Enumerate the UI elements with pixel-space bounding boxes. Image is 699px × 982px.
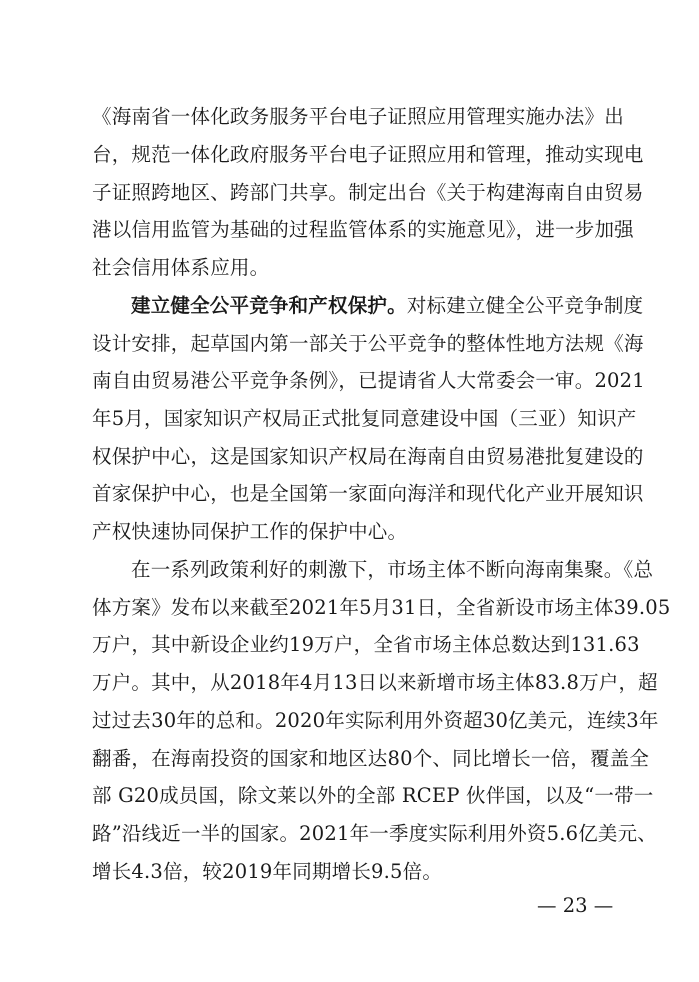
- text-line: 路”沿线近一半的国家。2021年一季度实际利用外资5.6亿美元、: [92, 822, 658, 845]
- text-line: 增长4.3倍，较2019年同期增长9.5倍。: [92, 860, 443, 883]
- paragraph-lead-line: [131, 288, 644, 324]
- text-line: 在一系列政策利好的刺激下，市场主体不断向海南集聚。《总: [131, 558, 654, 581]
- text-line: 万户。其中，从2018年4月13日以来新增市场主体83.8万户，超: [92, 671, 658, 694]
- text-line: 年5月，国家知识产权局正式批复同意建设中国（三亚）知识产: [92, 407, 637, 430]
- text-line: 权保护中心，这是国家知识产权局在海南自由贸易港批复建设的: [92, 445, 644, 468]
- bold-lead-heading: 建立健全公平竞争和产权保护。: [131, 294, 407, 317]
- text-line: 南自由贸易港公平竞争条例》，已提请省人大常委会一审。2021: [92, 369, 645, 392]
- text-line: 首家保护中心，也是全国第一家面向海洋和现代化产业开展知识: [92, 482, 644, 505]
- text-line: 万户，其中新设企业约19万户，全省市场主体总数达到131.63: [92, 633, 640, 656]
- text-line: 《海南省一体化政务服务平台电子证照应用管理实施办法》出: [92, 105, 624, 128]
- text-line: 过过去30年的总和。2020年实际利用外资超30亿美元，连续3年: [92, 709, 659, 732]
- text-line: 翻番，在海南投资的国家和地区达80个、同比增长一倍，覆盖全: [92, 747, 650, 770]
- text-line: 台，规范一体化政府服务平台电子证照应用和管理，推动实现电: [92, 143, 644, 166]
- text-line: 设计安排，起草国内第一部关于公平竞争的整体性地方法规《海: [92, 332, 644, 355]
- text-line: 港以信用监管为基础的过程监管体系的实施意见》，进一步加强: [92, 218, 634, 241]
- text-line: 产权快速协同保护工作的保护中心。: [92, 520, 408, 543]
- lead-rest-text: 对标建立健全公平竞争制度: [406, 294, 644, 317]
- text-line: 部 G20成员国，除文莱以外的全部 RCEP 伙伴国，以及“一带一: [92, 784, 654, 807]
- page-number: — 23 —: [537, 894, 614, 917]
- text-line: 子证照跨地区、跨部门共享。制定出台《关于构建海南自由贸易: [92, 181, 644, 204]
- text-line: 体方案》发布以来截至2021年5月31日，全省新设市场主体39.05: [92, 596, 671, 619]
- text-line: 社会信用体系应用。: [92, 256, 270, 279]
